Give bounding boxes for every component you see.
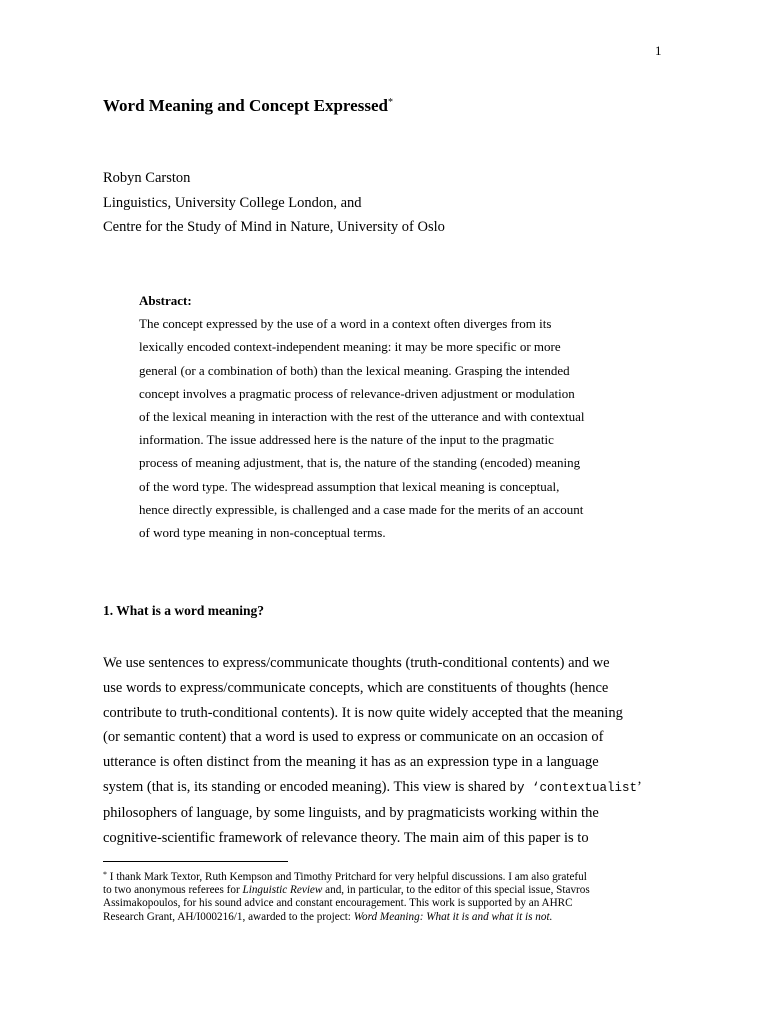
author-block — [103, 166, 445, 240]
body-line: use words to express/communicate concepts, which are constituents of thoughts (hence — [103, 679, 609, 696]
body-line: contribute to truth-conditional contents). It is now quite widely accepted that the meaning — [103, 704, 623, 721]
abstract-line: of the lexical meaning in interaction with the rest of the utterance and with contextual — [139, 409, 585, 425]
footnote-line: Assimakopoulos, for his sound advice and constant encouragement. This work is supported by an AHRC — [103, 897, 573, 910]
footnote-line — [103, 884, 673, 897]
body-line: We use sentences to express/communicate thoughts (truth-conditional contents) and we — [103, 655, 610, 671]
footnote-line — [103, 868, 673, 884]
author-name: Robyn Carston — [103, 170, 191, 186]
body-line: (or semantic content) that a word is used to express or communicate on an occasion of — [103, 729, 604, 746]
body-line-end-quote: ’ — [637, 778, 642, 795]
abstract-line: concept involves a pragmatic process of relevance-driven adjustment or modulation — [139, 385, 575, 401]
author-affiliation-2: Centre for the Study of Mind in Nature, University of Oslo — [103, 219, 445, 235]
body-line-mono-text: by ‘contextualist — [509, 780, 637, 795]
abstract-line: of the word type. The widespread assumption that lexical meaning is conceptual, — [139, 478, 560, 494]
abstract-line: The concept expressed by the use of a word in a context often diverges from its — [139, 316, 552, 332]
title-footnote-marker: * — [387, 97, 393, 108]
body-line-text: system (that is, its standing or encoded meaning). This view is shared — [103, 778, 510, 795]
abstract-heading: Abstract: — [139, 293, 192, 308]
paper-title — [103, 96, 393, 116]
abstract-line: of word type meaning in non-conceptual terms. — [139, 525, 386, 541]
abstract — [139, 289, 639, 544]
author-affiliation-1: Linguistics, University College London, and — [103, 194, 362, 211]
abstract-line: information. The issue addressed here is the nature of the input to the pragmatic — [139, 432, 554, 448]
body-line: utterance is often distinct from the meaning it has as an expression type in a language — [103, 754, 599, 771]
abstract-line: lexically encoded context-independent meaning: it may be more specific or more — [139, 339, 561, 355]
footnote — [103, 868, 673, 924]
abstract-line: process of meaning adjustment, that is, the nature of the standing (encoded) meaning — [139, 455, 581, 471]
footnote-journal-title: Linguistic Review — [242, 884, 323, 897]
body-line: philosophers of language, by some linguists, and by pragmaticists working within the — [103, 804, 599, 821]
body-line: cognitive-scientific framework of relevance theory. The main aim of this paper is to — [103, 829, 589, 846]
section-1-body — [103, 651, 668, 850]
footnote-text: I thank Mark Textor, Ruth Kempson and Timothy Pritchard for very helpful discussions. I am also grateful — [107, 871, 587, 883]
abstract-line: hence directly expressible, is challenged and a case made for the merits of an account — [139, 501, 584, 517]
footnote-project-title: Word Meaning: What it is and what it is not. — [353, 910, 553, 923]
footnote-text: and, in particular, to the editor of this special issue, Stavros — [322, 884, 590, 897]
page-number: 1 — [655, 43, 662, 58]
footnote-rule — [103, 861, 288, 862]
paper-title-text: Word Meaning and Concept Expressed — [103, 96, 388, 115]
footnote-line — [103, 911, 673, 924]
section-heading-1: 1. What is a word meaning? — [103, 603, 265, 618]
abstract-line: general (or a combination of both) than the lexical meaning. Grasping the intended — [139, 362, 570, 378]
footnote-marker: * — [103, 870, 107, 879]
body-line — [103, 775, 668, 801]
footnote-text: Research Grant, AH/I000216/1, awarded to the project: — [103, 910, 354, 923]
footnote-text: to two anonymous referees for — [103, 884, 243, 897]
